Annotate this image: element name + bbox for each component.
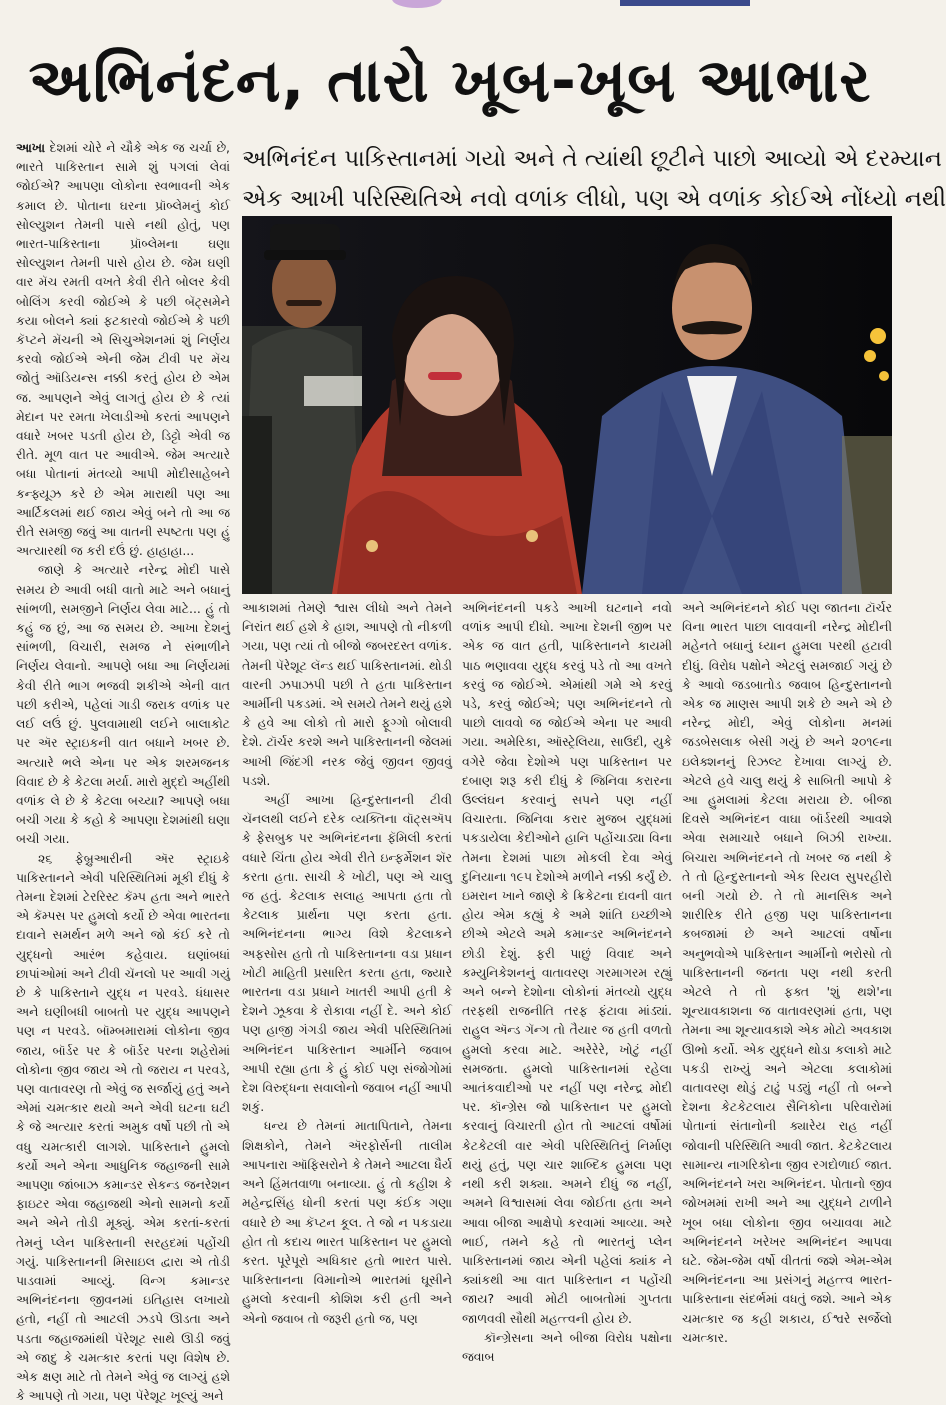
paragraph: અને અભિનંદનને કોઈ પણ જાતના ટૉર્ચર વિના ભારત પાછા લાવવાની નરેન્દ્ર મોદીની મહેનતે બધાનું ધ્યાન હુમલા પરથી હટાવી દીધું. વિરોધ પક્ષોને એટલું સમજાઈ ગયું છે કે આવો જડબાતોડ જવાબ હિન્દુસ્તાનનો એક જ માણસ આપી શકે છે અને એ છે નરેન્દ્ર મોદી, એવું લોકોના મનમાં જડબેસલાક બેસી ગયું છે અને ૨૦૧૯ના ઇલેક્શનનું રિઝલ્ટ દેખાવા લાગ્યું છે. એટલે હવે ચાલુ થયું કે સાબિતી આપો કે આ હુમલામાં કેટલા મરાયા છે. બીજા દિવસે અભિનંદન વાઘા બૉર્ડરથી આવશે એવા સમાચારે બધાને બિઝી રાખ્યા. બિચારા અભિનંદનને તો ખબર જ નથી કે તે તો હિન્દુસ્તાનનો એક રિયલ સુપરહીરો બની ગયો છે. તે તો માનસિક અને શારીરિક રીતે હજી પણ પાકિસ્તાનના કબજામાં છે અને આટલાં વર્ષોના અનુભવોએ પાકિસ્તાન આર્મીનો ભરોસો તો પાકિસ્તાનની જનતા પણ નથી કરતી એટલે તે તો ફક્ત 'શું થશે'ના શૂન્યાવકાશના જ વાતાવરણમાં હતા, પણ તેમના આ શૂન્યાવકાશે એક મોટો અવકાશ ઊભો કર્યો. એક યુદ્ધને થોડા કલાકો માટે પકડી રાખ્યું અને એટલા કલાકોમાં વાતાવરણ થોડું ટાઢું પડ્યું નહીં તો બન્ને દેશના કેટકેટલાય સૈનિકોના પરિવારોમાં પોતાનાં સંતાનોની ક્યારેય રાહ નહીં જોવાની પરિસ્થિતિ આવી જાત. કેટકેટલાય સામાન્ય નાગરિકોના જીવ રગદોળાઈ જાત. અભિનંદનને ખરા અભિનંદન. પોતાનો જીવ જોખમમાં રાખી અને આ યુદ્ધને ટાળીને ખૂબ બધા લોકોના જીવ બચાવવા માટે અભિનંદનને ખરેખર અભિનંદન આપવા ઘટે. જેમ-જેમ વર્ષો વીતતાં જશે એમ-એમ અભિનંદનના આ પ્રસંગનું મહત્ત્વ ભારત-પાકિસ્તાના સંદર્ભમાં વધતું જશે. આને એક ચમત્કાર જ કહી શકાય, ઈશ્વરે સર્જેલો ચમત્કાર. xyxy=(682,600,892,1345)
article-column-4 xyxy=(682,598,892,1345)
paragraph: કૉન્ગ્રેસના અને બીજા વિરોધ પક્ષોના જવાબ xyxy=(462,1329,672,1364)
lead-paragraph xyxy=(16,138,230,560)
article-column-1 xyxy=(16,138,230,1404)
headline: અભિનંદન, તારો ખૂબ-ખૂબ આભાર xyxy=(28,46,872,116)
photo-illustration xyxy=(242,216,892,594)
top-border xyxy=(0,0,900,8)
deck-line-2: એક આખી પરિસ્થિતિએ નવો વળાંક લીધો, પણ એ વળાંક કોઈએ નોંધ્યો નથી xyxy=(242,186,946,212)
paragraph: ૨૬ ફેબ્રુઆરીની ઍર સ્ટ્રાઇકે પાકિસ્તાનને એવી પરિસ્થિતિમાં મૂકી દીધું કે તેમના દેશમાં ટેરરિસ્ટ કૅમ્પ હતા અને ભારતે એ કૅમ્પસ પર હુમલો કર્યો છે એવા ભારતના દાવાને સમર્થન મળે અને જો કંઈ કરે તો યુદ્ધનો આરંભ કહેવાય. ઘણાંબધાં છાપાંઓમાં અને ટીવી ચૅનલો પર આવી ગયું છે કે પાકિસ્તાને યુદ્ધ ન પરવડે. ધંધાસર અને ઘણીબધી બાબતો પર યુદ્ધ આપણને પણ ન પરવડે. બૉમ્બમારામાં લોકોના જીવ જાય, બૉર્ડર પર કે બૉર્ડર પરના શહેરોમાં લોકોના જીવ જાય એ તો જરાય ન પરવડે, પણ વાતાવરણ તો એવું જ સર્જાયું હતું અને એમાં ચમત્કાર થયો અને એવી ઘટના ઘટી કે જે અત્યાર કરતાં અમુક વર્ષો પછી તો એ વધુ ચમત્કારી લાગશે. પાકિસ્તાને હુમલો કર્યો અને એના આધુનિક જહાજની સામે આપણા જાંબાઝ કમાન્ડર સેકન્ડ જનરેશન ફાઇટર એવા જહાજથી એનો સામનો કર્યો અને એને તોડી મૂક્યું. એમ કરતાં-કરતાં તેમનું પ્લેન પાકિસ્તાની સરહદમાં પહોંચી ગયું. પાકિસ્તાનની મિસાઇલ દ્વારા એ તોડી પાડવામાં આવ્યું. વિન્ગ કમાન્ડર અભિનંદનના જીવનમાં ઇતિહાસ લખાયો હતો, નહીં તો આટલી ઝડપે ઊડતા અને પડતા જહાજમાંથી પૅરેશૂટ સાથે ઊડી જવું એ જાદુ કે ચમત્કાર કરતાં પણ વિશેષ છે. એક ક્ષણ માટે તો તેમને એવું જ લાગ્યું હશે કે આપણે તો ગયા, પણ પૅરેશૂટ ખૂલ્યું અને xyxy=(16,850,230,1404)
article-column-3 xyxy=(462,598,672,1364)
paragraph: જાણે કે અત્યારે નરેન્દ્ર મોદી પાસે સમય છે આવી બધી વાતો માટે અને બધાનું સાંભળી, સમજીને નિર્ણય લેવા માટે... હું તો કહું જ છું, આ જ સમય છે. આખા દેશનું સાંભળી, વિચારી, સમજ ને સંભાળીને નિર્ણય લેવાનો. આપણે બધા આ નિર્ણયમાં કેવી રીતે ભાગ ભજવી શકીએ એની વાત પછી કરીએ, પહેલાં ગાડી જરાક વળાંક પર લઈ લઉં છું. પુલવામાથી લઈને બાલાકોટ પર ઍર સ્ટ્રાઇકની વાત બધાને ખબર છે. અત્યારે ભલે એના પર એક શરમજનક વિવાદ છે કે કેટલા મર્યા. મારો મુદ્દો અહીંથી વળાંક લે છે કે કેટલા બચ્યા? આપણે બધા બચી ગયા કે કહો કે આપણા દેશમાંથી ઘણા બચી ગયા. xyxy=(16,562,230,847)
paragraph: અહીં આખા હિન્દુસ્તાનની ટીવી ચૅનલથી લઈને દરેક વ્યક્તિના વૉટ્સઍપ કે ફેસબુક પર અભિનંદનના ફૅમિલી કરતાં વધારે ચિંતા હોય એવી રીતે ઇન્ફર્મેશન શૅર કરતા હતા. સાચી કે ખોટી, પણ એ ચાલુ જ હતું. કેટલાક સલાહ આપતા હતા તો કેટલાક પ્રાર્થના પણ કરતા હતા. અભિનંદનના ભાગ્ય વિશે કેટલાકને અફસોસ હતો તો પાકિસ્તાનના વડા પ્રધાન ખોટી માહિતી પ્રસારિત કરતા હતા, જ્યારે ભારતના વડા પ્રધાને ખાતરી આપી હતી કે દેશને ઝૂકવા કે રોકાવા નહીં દે. અને કોઈ પણ હાજી ગંગડી જાય એવી પરિસ્થિતિમાં અભિનંદન પાકિસ્તાન આર્મીને જવાબ આપી રહ્યા હતા કે હું કોઈ પણ સંજોગોમાં દેશ વિરુદ્ધના સવાલોનો જવાબ નહીં આપી શકું. xyxy=(242,792,452,1115)
deck-line-1: અભિનંદન પાકિસ્તાનમાં ગયો અને તે ત્યાંથી છૂટીને પાછો આવ્યો એ દરમ્યાન xyxy=(242,146,942,172)
lead-text: દેશમાં ચોરે ને ચૌકે એક જ ચર્ચા છે, ભારતે પાકિસ્તાન સામે શું પગલાં લેવાં જોઈએ? આપણા લોકોના સ્વભાવની એક કમાલ છે. પોતાના ઘરના પ્રૉબ્લેમનું કોઈ સોલ્યુશન તેમની પાસે નથી હોતું, પણ ભારત-પાકિસ્તાના પ્રૉબ્લેમના ઘણા સોલ્યુશન તેમની પાસે હોય છે. જેમ ઘણી વાર મૅચ રમતી વખતે કેવી રીતે બોલર કેવી બોલિંગ કરવી જોઈએ કે પછી બૅટ્સમેને કયા બોલને ક્યાં ફટકારવો જોઈએ કે પછી કૅપ્ટને મૅચની એ સિચુએશનમાં શું નિર્ણય કરવો જોઈએ એની જેમ ટીવી પર મૅચ જોતું ઑડિયન્સ નક્કી કરતું હોય છે એમ જ. આપણને એવું લાગતું હોય છે કે ત્યાં મેદાન પર રમતા ખેલાડીઓ કરતાં આપણને વધારે ખબર પડતી હોય છે, ડિટ્ટો એવી જ રીતે. મૂળ વાત પર આવીએ. જેમ અત્યારે બધા પોતાનાં મંતવ્યો આપી મોદીસાહેબને કન્ફ્યૂઝ કરે છે એમ મારાથી પણ આ આર્ટિકલમાં થઈ જાય એવું બને તો આ જ રીતે સમજી જવું આ વાતની સ્પષ્ટતા પણ હું અત્યારથી જ કરી દઉં છું. હાહાહા... xyxy=(16,140,230,559)
news-photo xyxy=(242,216,892,594)
article-column-2 xyxy=(242,598,452,1326)
top-decoration-bar xyxy=(620,0,750,6)
lead-word: આખા xyxy=(16,140,45,155)
paragraph: આકાશમાં તેમણે શ્વાસ લીધો અને તેમને નિરાંત થઈ હશે કે હાશ, આપણે તો નીકળી ગયા, પણ ત્યાં તો બીજો જબરદસ્ત વળાંક. તેમની પૅરેશૂટ લૅન્ડ થઈ પાકિસ્તાનમાં. થોડી વારની ઝપાઝપી પછી તે હતા પાકિસ્તાન આર્મીની પકડમાં. એ સમયે તેમને થયું હશે કે હવે આ લોકો તો મારો ફૂગ્ગો બોલાવી દેશે. ટૉર્ચર કરશે અને પાકિસ્તાનની જેલમાં આખી જિંદગી નરક જેવું જીવન જીવવું પડશે. xyxy=(242,600,452,788)
paragraph: અભિનંદનની પકડે આખી ઘટનાને નવો વળાંક આપી દીધો. આખા દેશની જીભ પર એક જ વાત હતી, પાકિસ્તાનને કાયમી પાઠ ભણાવવા યુદ્ધ કરવું પડે તો આ વખતે કરવું જ જોઈએ. એમાંથી ગમે એ કરવું પડે, કરવું જોઈએ; પણ અભિનંદનને તો પાછો લાવવો જ જોઈએ એના પર આવી ગયા. અમેરિકા, ઑસ્ટ્રેલિયા, સાઉદી, યુકે વગેરે જેવા દેશોએ પણ પાકિસ્તાન પર દબાણ શરૂ કરી દીધું કે જિનિવા કરારના ઉલ્લંઘન કરવાનું સપને પણ નહીં વિચારતા. જિનિવા કરાર મુજબ યુદ્ધમાં પકડાયેલા કેદીઓને હાનિ પહોંચાડ્યા વિના તેમના દેશમાં પાછા મોકલી દેવા એવું દુનિયાના ૧૯૫ દેશોએ મળીને નક્કી કર્યું છે. ઇમરાન ખાને જાણે કે ક્રિકેટના દાવની વાત હોય એમ કહ્યું કે અમે શાંતિ ઇચ્છીએ છીએ એટલે અમે કમાન્ડર અભિનંદનને છોડી દેશું. ફરી પાછું વિવાદ અને કમ્યુનિકેશનનું વાતાવરણ ગરમાગરમ રહ્યું અને બન્ને દેશોના લોકોનાં મંતવ્યો યુદ્ધ તરફથી રાજનીતિ તરફ ફંટાવા માંડ્યાં. રાહુલ ઍન્ડ ગૅન્ગ તો તૈયાર જ હતી વળતો હુમલો કરવા માટે. અરેરેરે, ખોટું નહીં સમજતા. હુમલો પાકિસ્તાનમાં રહેલા આતંકવાદીઓ પર નહીં પણ નરેન્દ્ર મોદી પર. કૉન્ગ્રેસ જો પાકિસ્તાન પર હુમલો કરવાનું વિચારતી હોત તો આટલાં વર્ષોમાં કેટકેટલી વાર એવી પરિસ્થિતિનું નિર્માણ થયું હતું, પણ ચાર શાબ્દિક હુમલા પણ નથી કરી શક્યા. અમને દીધું જ નહીં, અમને વિશ્વાસમાં લેવા જોઈતા હતા અને આવા બીજા આક્ષેપો કરવામાં આવ્યા. અરે ભાઈ, તમને કહે તો ભારતનું પ્લેન પાકિસ્તાનમાં જાય એની પહેલાં ક્યાંક ને ક્યાંકથી આ વાત પાકિસ્તાન ન પહોંચી જાય? આવી મોટી બાબતોમાં ગુપ્તતા જાળવવી સૌથી મહત્ત્વની હોય છે. xyxy=(462,600,672,1326)
paragraph: ધન્ય છે તેમનાં માતાપિતાને, તેમના શિક્ષકોને, તેમને ઍરફોર્સની તાલીમ આપનારા ઑફિસરોને કે તેમને આટલા ધૈર્ય અને હિંમતવાળા બનાવ્યા. હું તો કહીશ કે મહેન્દ્રસિંહ ધોની કરતાં પણ કંઈક ગણા વધારે છે આ કૅપ્ટન કૂલ. તે જો ન પકડાયા હોત તો કદાચ ભારત પાકિસ્તાન પર હુમલો કરત. પૂરેપૂરો અધિકાર હતો ભારત પાસે. પાકિસ્તાનના વિમાનોએ ભારતમાં ઘૂસીને હુમલો કરવાની કોશિશ કરી હતી અને એનો જવાબ તો જરૂરી હતો જ, પણ xyxy=(242,1118,452,1326)
